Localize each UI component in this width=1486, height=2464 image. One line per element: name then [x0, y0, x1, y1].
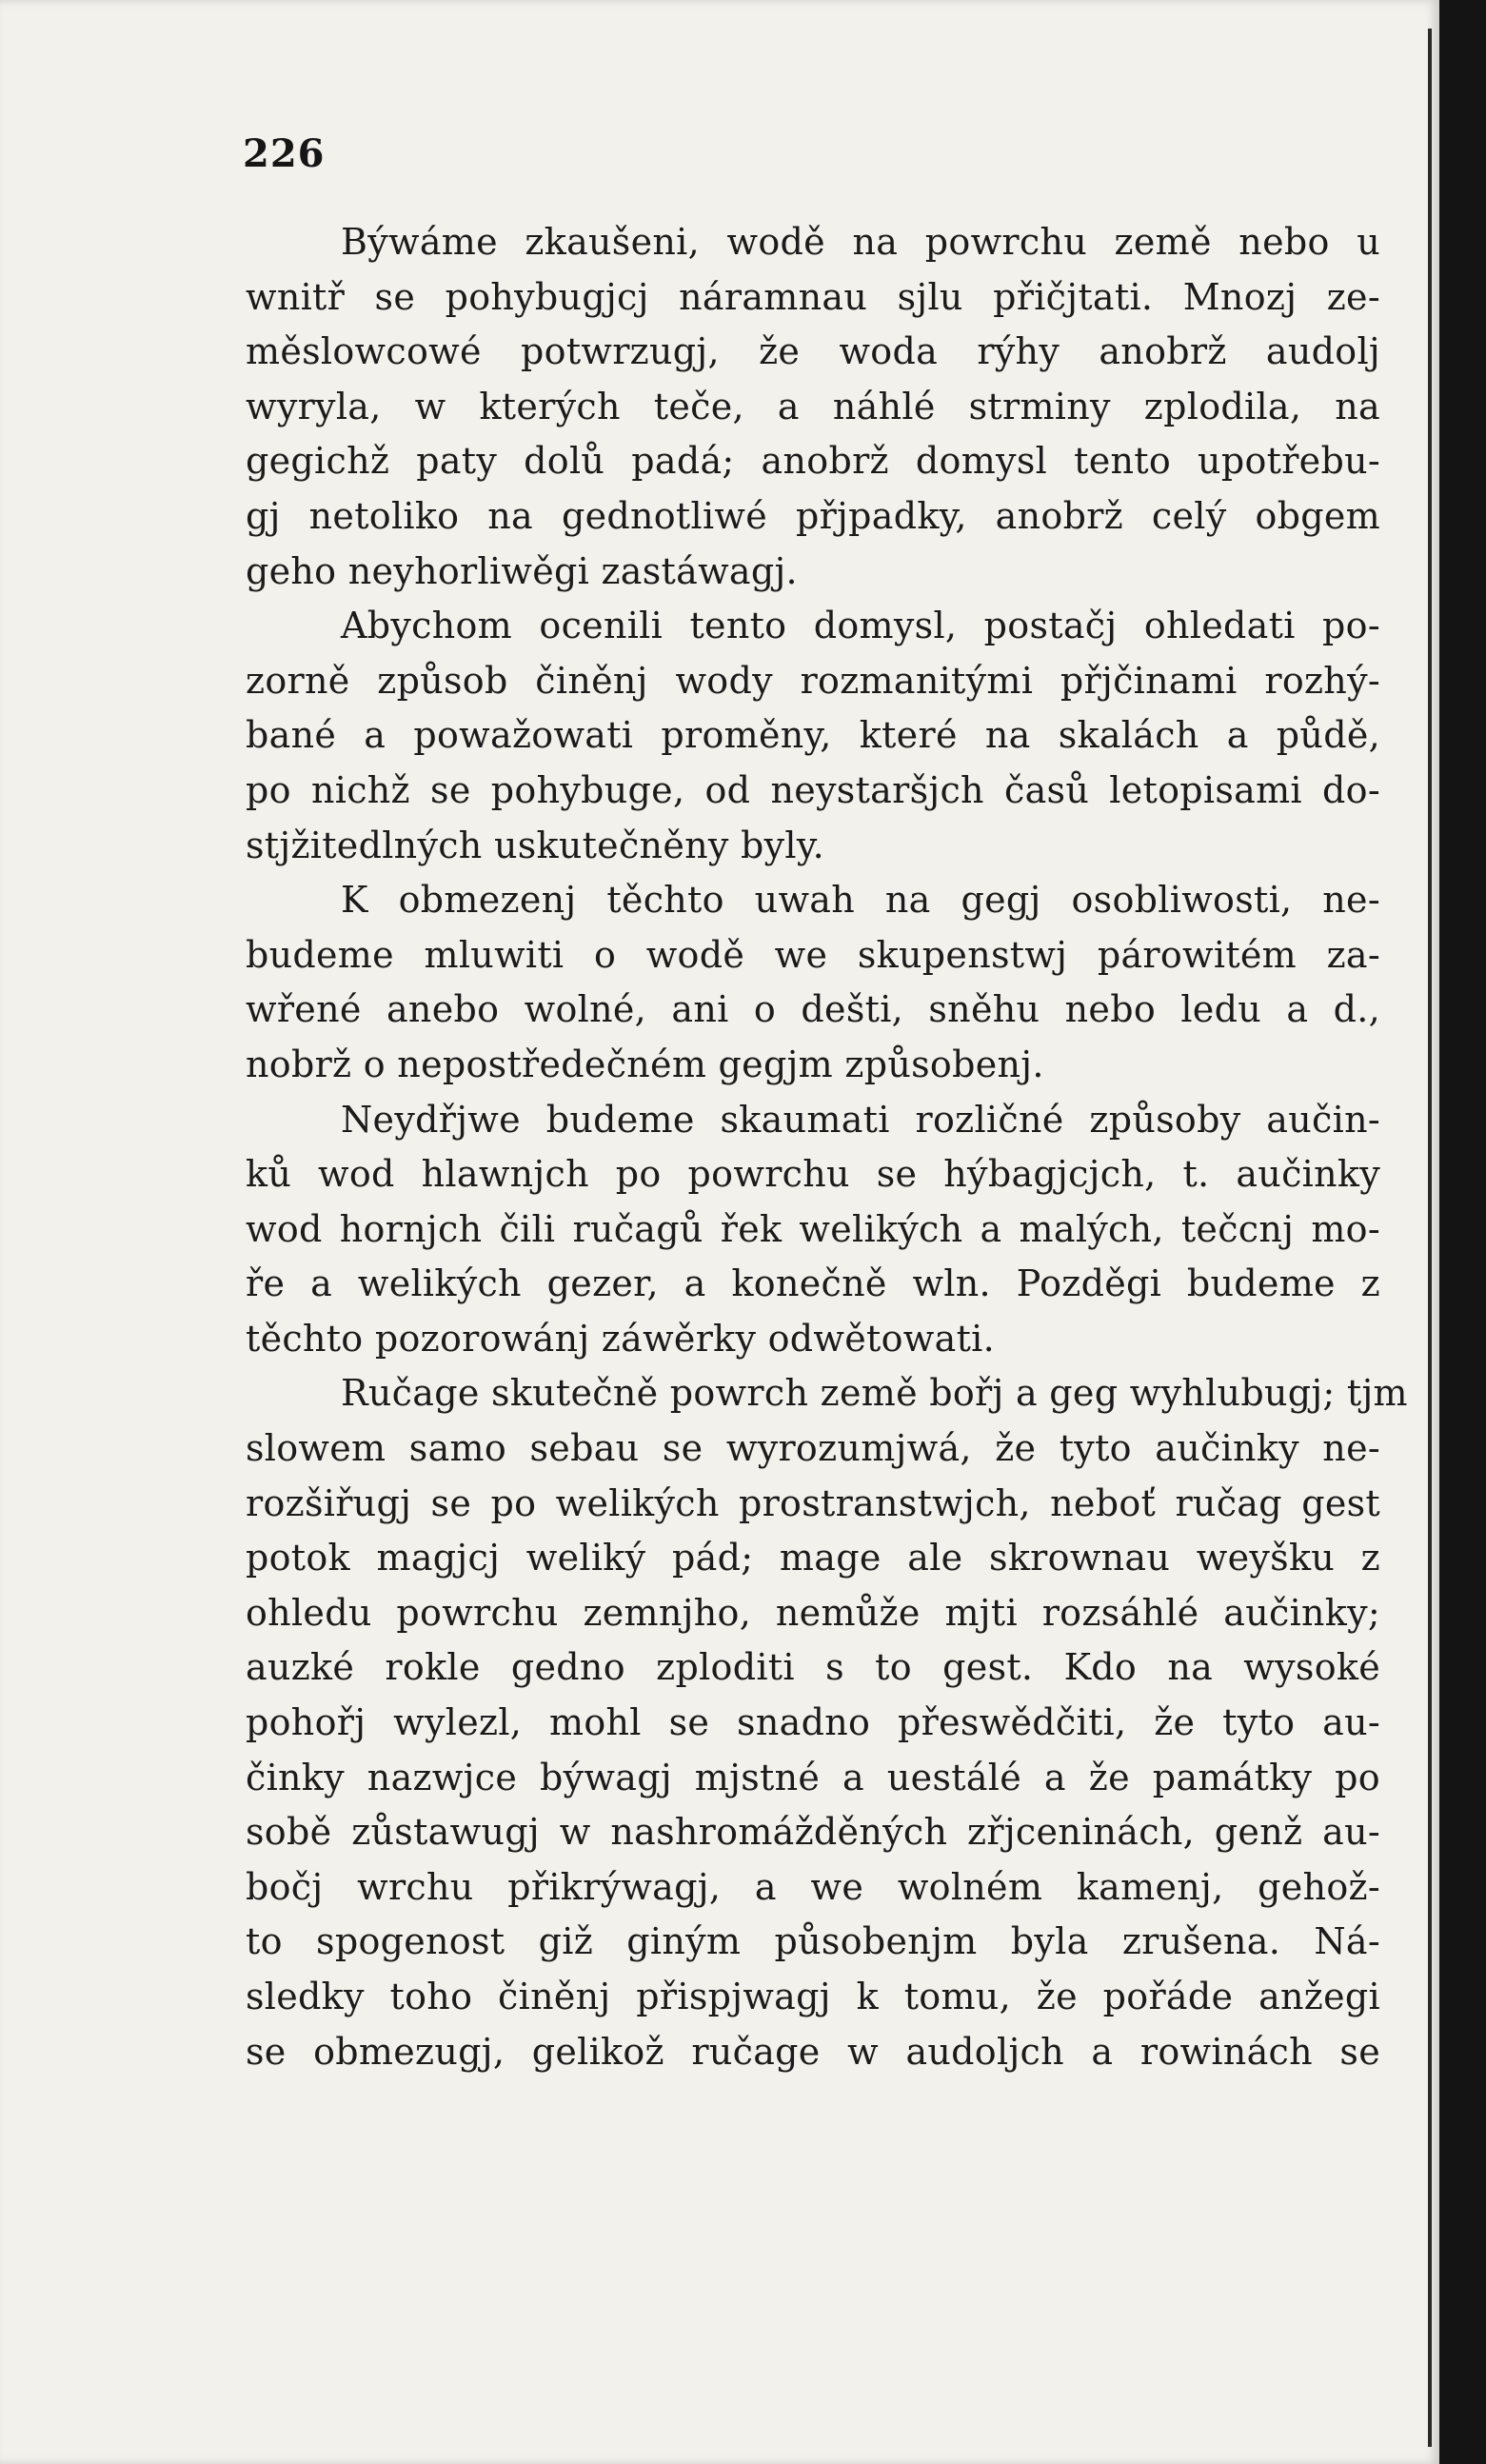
body-text [246, 215, 1408, 2079]
text-line: potok magjcj weliký pád; mage ale skrownau weyšku z [246, 1537, 1380, 1580]
text-line: sledky toho činěnj přispjwagj k tomu, že pořáde anžegi [246, 1976, 1380, 2017]
text-line: gj netoliko na gednotliwé přjpadky, anobrž celý obgem [246, 494, 1380, 537]
text-line: geho neyhorliwěgi zastáwagj. [246, 549, 798, 592]
text-line: po nichž se pohybuge, od neystaršjch časů letopisami do- [246, 768, 1380, 811]
text-line: pohořj wylezl, mohl se snadno přeswědčiti, že tyto au- [246, 1701, 1380, 1744]
text-line: těchto pozorowánj záwěrky odwětowati. [246, 1317, 995, 1360]
text-line: bané a powažowati proměny, které na skalách a půdě, [246, 714, 1380, 757]
text-line: ků wod hlawnjch po powrchu se hýbagjcjch, t. aučinky [246, 1153, 1380, 1196]
text-line: činky nazwjce býwagj mjstné a uestálé a že památky po [246, 1756, 1380, 1798]
text-line: to spogenost giž giným působenjm byla zrušena. Ná- [246, 1920, 1380, 1963]
text-line: gegichž paty dolů padá; anobrž domysl tento upotřebu- [246, 440, 1380, 483]
text-line: zorně způsob činěnj wody rozmanitými přjčinami rozhý- [246, 659, 1380, 702]
text-line: slowem samo sebau se wyrozumjwá, že tyto aučinky ne- [246, 1427, 1380, 1470]
text-line: sobě zůstawugj w nashromážděných zřjceninách, genž au- [246, 1811, 1380, 1854]
page-edge [1428, 29, 1432, 2447]
text-line: bočj wrchu přikrýwagj, a we wolném kamenj, gehož- [246, 1865, 1380, 1908]
text-line: nobrž o nepostředečném gegjm způsobenj. [246, 1043, 1044, 1085]
text-line: rozšiřugj se po welikých prostranstwjch, neboť ručag gest [246, 1481, 1380, 1524]
text-line: se obmezugj, gelikož ručage w audoljch a rowinách se [246, 2030, 1380, 2073]
text-line: měslowcowé potwrzugj, že woda rýhy anobrž audolj [246, 330, 1380, 373]
text-line: K obmezenj těchto uwah na gegj osobliwosti, ne- [341, 879, 1380, 922]
text-line: budeme mluwiti o wodě we skupenstwj párowitém za- [246, 933, 1380, 976]
page-number: 226 [243, 131, 326, 176]
text-line: ře a welikých gezer, a konečně wln. Pozděgi budeme z [246, 1262, 1380, 1305]
text-line: Neydřjwe budeme skaumati rozličné způsoby aučin- [341, 1098, 1380, 1141]
text-line: wyryla, w kterých teče, a náhlé strminy zplodila, na [246, 385, 1380, 427]
text-line: wřené anebo wolné, ani o dešti, sněhu nebo ledu a d., [246, 988, 1380, 1031]
text-line: Býwáme zkaušeni, wodě na powrchu země nebo u [341, 221, 1380, 263]
text-line: Ručage skutečně powrch země bořj a geg wyhlubugj; tjm [341, 1372, 1408, 1415]
text-line: ohledu powrchu zemnjho, nemůže mjti rozsáhlé aučinky; [246, 1591, 1380, 1634]
text-line: wod hornjch čili ručagů řek welikých a malých, tečcnj mo- [246, 1207, 1380, 1250]
text-line: auzké rokle gedno zploditi s to gest. Kdo na wysoké [246, 1646, 1380, 1689]
text-line: wnitř se pohybugjcj náramnau sjlu přičjtati. Mnozj ze- [246, 275, 1380, 318]
text-line: Abychom ocenili tento domysl, postačj ohledati po- [341, 605, 1380, 647]
text-line: stjžitedlných uskutečněny byly. [246, 824, 824, 866]
